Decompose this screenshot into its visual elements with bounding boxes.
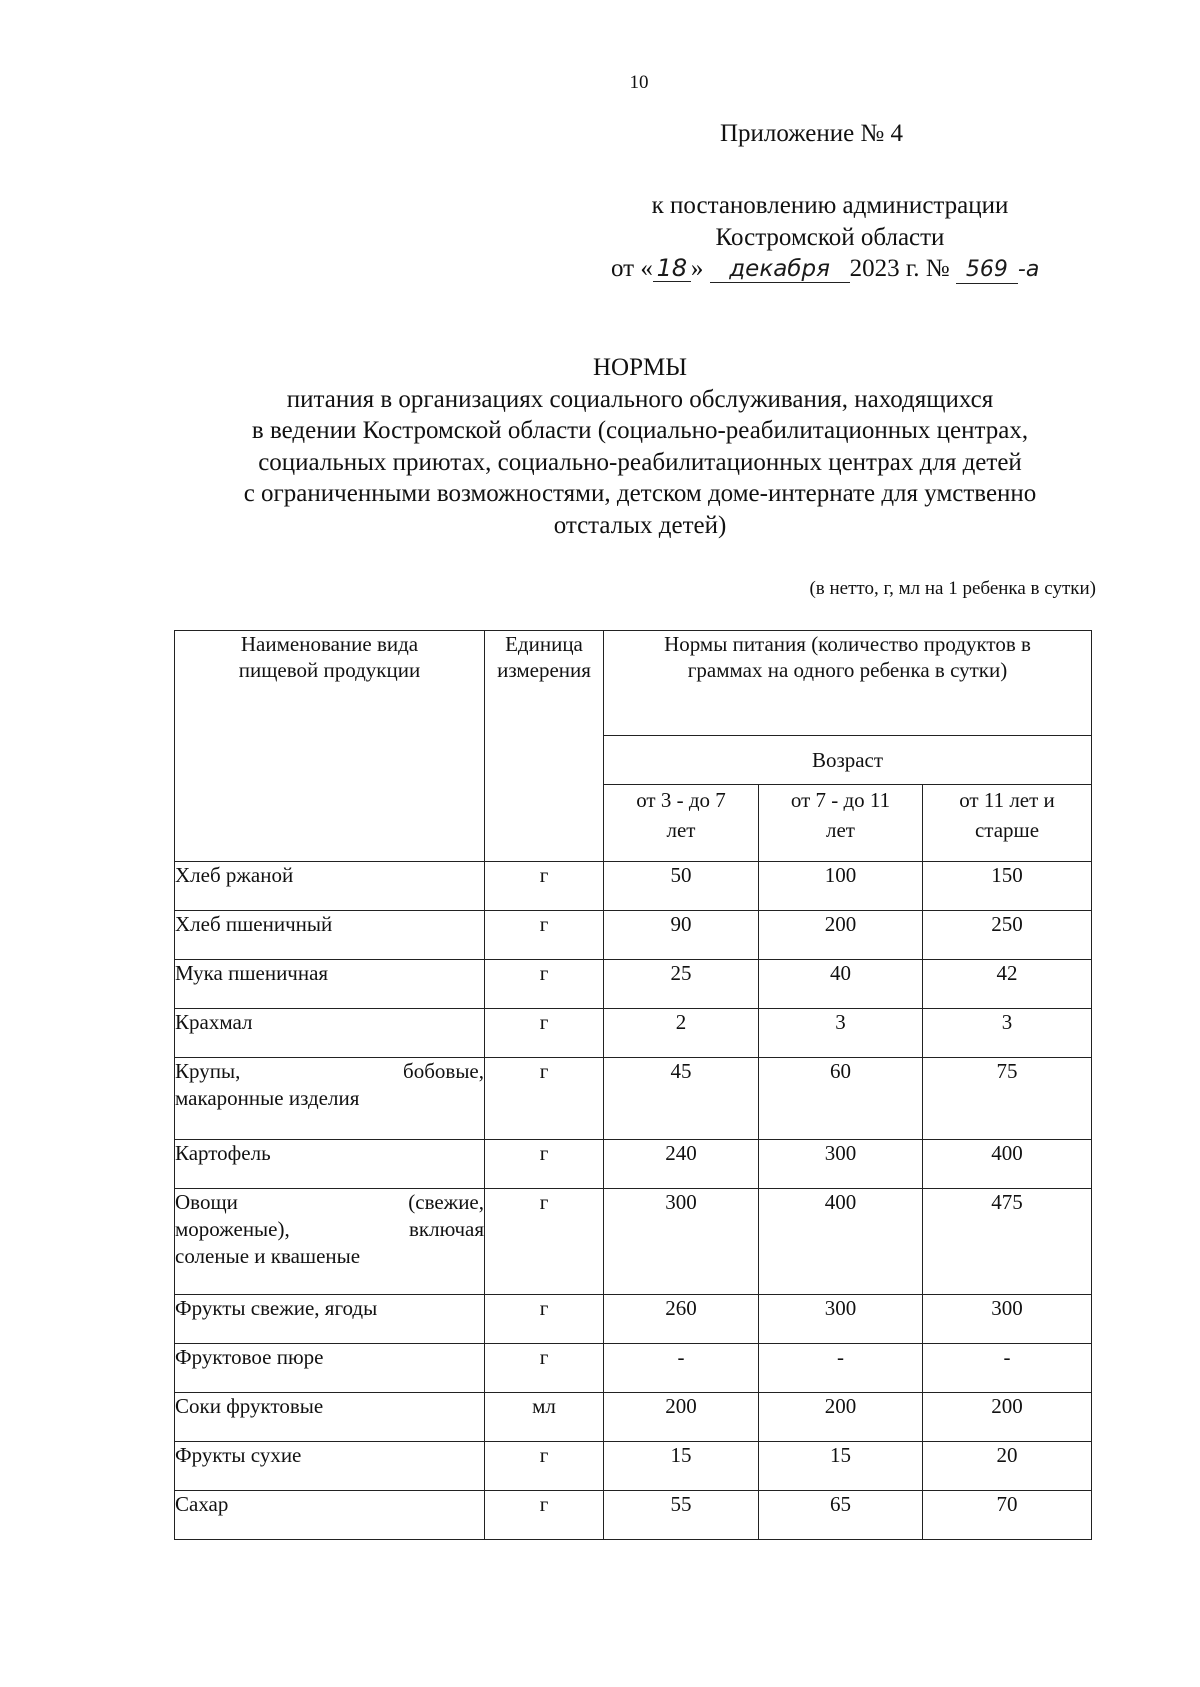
- value-age-7-11-cell: 3: [759, 1009, 923, 1058]
- unit-cell: г: [485, 1344, 604, 1393]
- unit-cell: г: [485, 960, 604, 1009]
- header-norms: [604, 631, 1092, 736]
- product-name-line: Хлеб пшеничный: [175, 912, 333, 936]
- handwritten-month: декабря: [710, 256, 850, 283]
- value-age-3-7-cell: 55: [604, 1491, 759, 1540]
- unit-cell: г: [485, 1491, 604, 1540]
- value-age-11-plus-cell: 42: [923, 960, 1092, 1009]
- handwritten-decree-number: 569: [956, 257, 1018, 284]
- value-age-3-7-cell: 260: [604, 1295, 759, 1344]
- nutrition-norms-table: [174, 630, 1092, 1540]
- title-line: социальных приютах, социально-реабилитационных центрах для детей: [258, 448, 1022, 476]
- header-age-group-2: [759, 785, 923, 862]
- age-group-line: от 3 - до 7: [636, 788, 726, 812]
- handwritten-decree-suffix: -а: [1017, 257, 1040, 282]
- value-age-7-11-cell: 15: [759, 1442, 923, 1491]
- product-name-cell: [175, 1491, 485, 1540]
- product-name-line: соленые и квашеные: [175, 1244, 361, 1268]
- table-row: [175, 1189, 1092, 1295]
- document-title: [170, 352, 1110, 541]
- product-name-cell: [175, 1058, 485, 1140]
- header-product-name-line: пищевой продукции: [238, 658, 421, 682]
- value-age-3-7-cell: 2: [604, 1009, 759, 1058]
- header-unit-line: Единица: [505, 632, 583, 656]
- page-number: 10: [629, 72, 649, 93]
- product-name-cell: [175, 960, 485, 1009]
- product-name-line: Фрукты сухие: [175, 1443, 302, 1467]
- appendix-label: Приложение № 4: [720, 120, 904, 147]
- unit-cell: мл: [485, 1393, 604, 1442]
- age-group-line: старше: [974, 818, 1040, 842]
- unit-cell: г: [485, 862, 604, 911]
- product-name-cell: [175, 1009, 485, 1058]
- age-group-line: лет: [666, 818, 696, 842]
- title-main: НОРМЫ: [592, 354, 688, 381]
- value-age-11-plus-cell: -: [923, 1344, 1092, 1393]
- table-row: [175, 1393, 1092, 1442]
- value-age-11-plus-cell: 475: [923, 1189, 1092, 1295]
- decree-year: 2023 г. №: [849, 255, 950, 282]
- age-group-line: от 7 - до 11: [790, 788, 891, 812]
- header-unit-line: измерения: [497, 658, 591, 682]
- product-name-line: Сахар: [175, 1492, 229, 1516]
- unit-cell: г: [485, 1189, 604, 1295]
- product-name-cell: [175, 911, 485, 960]
- value-age-7-11-cell: 200: [759, 911, 923, 960]
- handwritten-day: 18: [653, 255, 691, 282]
- decree-reference: [620, 190, 1040, 254]
- header-age: Возраст: [604, 736, 1092, 785]
- header-norms-line: Нормы питания (количество продуктов в: [664, 632, 1031, 656]
- unit-cell: г: [485, 1009, 604, 1058]
- unit-cell: г: [485, 1295, 604, 1344]
- title-line: с ограниченными возможностями, детском доме-интернате для умственно: [243, 480, 1037, 507]
- decree-line-1: к постановлению администрации: [651, 192, 1009, 219]
- table-row: [175, 960, 1092, 1009]
- product-name-line: Соки фруктовые: [175, 1394, 324, 1418]
- value-age-7-11-cell: 40: [759, 960, 923, 1009]
- product-name-line: Фруктовое пюре: [175, 1345, 324, 1369]
- date-prefix: от «: [611, 255, 653, 282]
- value-age-7-11-cell: -: [759, 1344, 923, 1393]
- product-name-line: Овощи (свежие,: [175, 1190, 484, 1214]
- product-name-line: Крахмал: [175, 1010, 253, 1034]
- product-name-line: Крупы, бобовые,: [175, 1059, 484, 1083]
- header-norms-line: граммах на одного ребенка в сутки): [687, 658, 1008, 682]
- title-line: питания в организациях социального обслуживания, находящихся: [286, 385, 994, 413]
- units-note: (в нетто, г, мл на 1 ребенка в сутки): [809, 578, 1096, 599]
- header-product-name-line: Наименование вида: [240, 632, 419, 656]
- value-age-3-7-cell: 200: [604, 1393, 759, 1442]
- age-group-line: от 11 лет и: [959, 788, 1055, 812]
- product-name-line: мороженые), включая: [175, 1217, 484, 1241]
- value-age-3-7-cell: 240: [604, 1140, 759, 1189]
- value-age-3-7-cell: 90: [604, 911, 759, 960]
- table-row: [175, 911, 1092, 960]
- product-name-line: Хлеб ржаной: [175, 863, 294, 887]
- table-row: [175, 1442, 1092, 1491]
- value-age-7-11-cell: 300: [759, 1295, 923, 1344]
- value-age-7-11-cell: 65: [759, 1491, 923, 1540]
- value-age-3-7-cell: 300: [604, 1189, 759, 1295]
- table-row: [175, 1140, 1092, 1189]
- value-age-3-7-cell: 50: [604, 862, 759, 911]
- value-age-11-plus-cell: 3: [923, 1009, 1092, 1058]
- header-unit: [485, 631, 604, 862]
- header-age-group-1: [604, 785, 759, 862]
- age-group-line: лет: [826, 818, 855, 842]
- value-age-11-plus-cell: 75: [923, 1058, 1092, 1140]
- title-line: отсталых детей): [553, 511, 727, 539]
- unit-cell: г: [485, 911, 604, 960]
- value-age-11-plus-cell: 70: [923, 1491, 1092, 1540]
- table-body: [175, 862, 1092, 1540]
- table-row: [175, 1058, 1092, 1140]
- value-age-11-plus-cell: 150: [923, 862, 1092, 911]
- value-age-11-plus-cell: 400: [923, 1140, 1092, 1189]
- value-age-7-11-cell: 100: [759, 862, 923, 911]
- product-name-cell: [175, 1442, 485, 1491]
- product-name-cell: [175, 1140, 485, 1189]
- value-age-3-7-cell: 15: [604, 1442, 759, 1491]
- date-quote-close: »: [690, 255, 704, 282]
- decree-date-number: [611, 255, 1039, 284]
- value-age-11-plus-cell: 250: [923, 911, 1092, 960]
- unit-cell: г: [485, 1058, 604, 1140]
- product-name-cell: [175, 862, 485, 911]
- product-name-line: Фрукты свежие, ягоды: [175, 1296, 378, 1320]
- value-age-11-plus-cell: 300: [923, 1295, 1092, 1344]
- value-age-3-7-cell: -: [604, 1344, 759, 1393]
- product-name-cell: [175, 1189, 485, 1295]
- table-row: [175, 1491, 1092, 1540]
- decree-line-2: Костромской области: [715, 224, 945, 251]
- table-row: [175, 862, 1092, 911]
- unit-cell: г: [485, 1442, 604, 1491]
- value-age-3-7-cell: 25: [604, 960, 759, 1009]
- title-line: в ведении Костромской области (социально-реабилитационных центрах,: [251, 417, 1029, 444]
- product-name-cell: [175, 1344, 485, 1393]
- header-product-name: [175, 631, 485, 862]
- product-name-line: Картофель: [175, 1141, 271, 1165]
- table-row: [175, 1295, 1092, 1344]
- table-row: [175, 1009, 1092, 1058]
- table-row: [175, 1344, 1092, 1393]
- value-age-11-plus-cell: 20: [923, 1442, 1092, 1491]
- product-name-cell: [175, 1393, 485, 1442]
- product-name-line: Мука пшеничная: [175, 961, 329, 985]
- value-age-7-11-cell: 300: [759, 1140, 923, 1189]
- value-age-7-11-cell: 60: [759, 1058, 923, 1140]
- value-age-11-plus-cell: 200: [923, 1393, 1092, 1442]
- value-age-7-11-cell: 200: [759, 1393, 923, 1442]
- value-age-3-7-cell: 45: [604, 1058, 759, 1140]
- product-name-line: макаронные изделия: [175, 1086, 360, 1110]
- unit-cell: г: [485, 1140, 604, 1189]
- product-name-cell: [175, 1295, 485, 1344]
- header-age-group-3: [923, 785, 1092, 862]
- value-age-7-11-cell: 400: [759, 1189, 923, 1295]
